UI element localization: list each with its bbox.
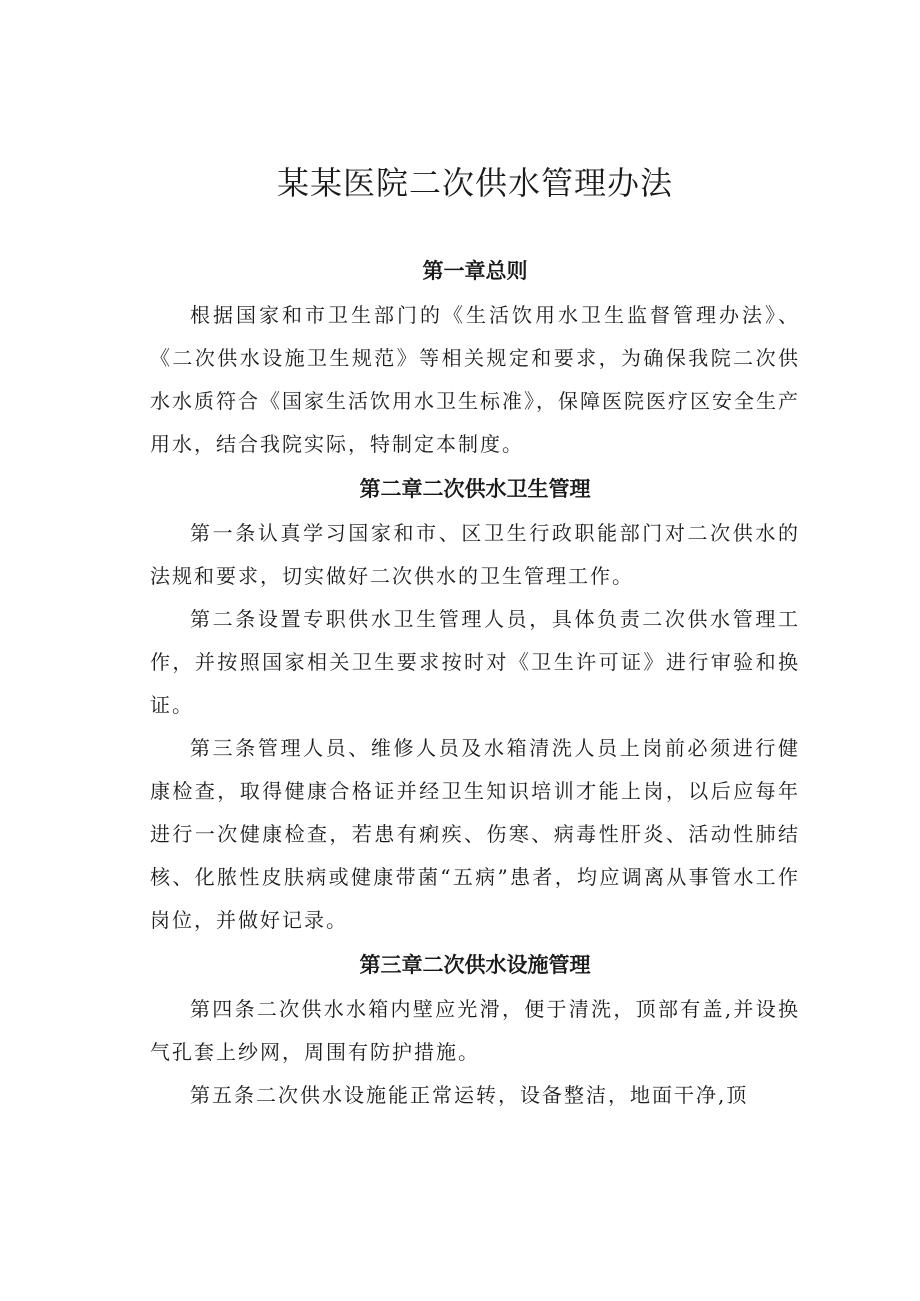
chapter-heading: 第三章二次供水设施管理	[359, 953, 591, 977]
paragraph: 第一条认真学习国家和市、区卫生行政职能部门对二次供水的法规和要求，切实做好二次供水的卫生管理工作。	[150, 521, 800, 588]
chapter-heading: 第一章总则	[422, 259, 528, 283]
paragraph: 第三条管理人员、维修人员及水箱清洗人员上岗前必须进行健康检查，取得健康合格证并经卫生知识培训才能上岗，以后应每年进行一次健康检查，若患有痢疾、伤寒、病毒性肝炎、活动性肺结核、化脓性皮肤病或健康带菌“五病”患者，均应调离从事管水工作岗位，并做好记录。	[150, 736, 800, 932]
paragraph: 第五条二次供水设施能正常运转，设备整洁，地面干净,顶	[190, 1083, 749, 1107]
chapter-1	[150, 248, 800, 466]
chapter-3	[150, 942, 800, 1117]
document-body	[150, 248, 800, 1117]
document-title: 某某医院二次供水管理办法	[276, 164, 673, 202]
chapter-2	[150, 466, 800, 942]
paragraph: 第四条二次供水水箱内壁应光滑，便于清洗，顶部有盖,并设换气孔套上纱网，周围有防护措施。	[150, 997, 800, 1064]
chapter-heading: 第二章二次供水卫生管理	[359, 477, 591, 501]
paragraph: 根据国家和市卫生部门的《生活饮用水卫生监督管理办法》、《二次供水设施卫生规范》等相关规定和要求，为确保我院二次供水水质符合《国家生活饮用水卫生标准》，保障医院医疗区安全生产用水，结合我院实际，特制定本制度。	[150, 303, 800, 456]
paragraph: 第二条设置专职供水卫生管理人员，具体负责二次供水管理工作，并按照国家相关卫生要求按时对《卫生许可证》进行审验和换证。	[150, 607, 800, 717]
